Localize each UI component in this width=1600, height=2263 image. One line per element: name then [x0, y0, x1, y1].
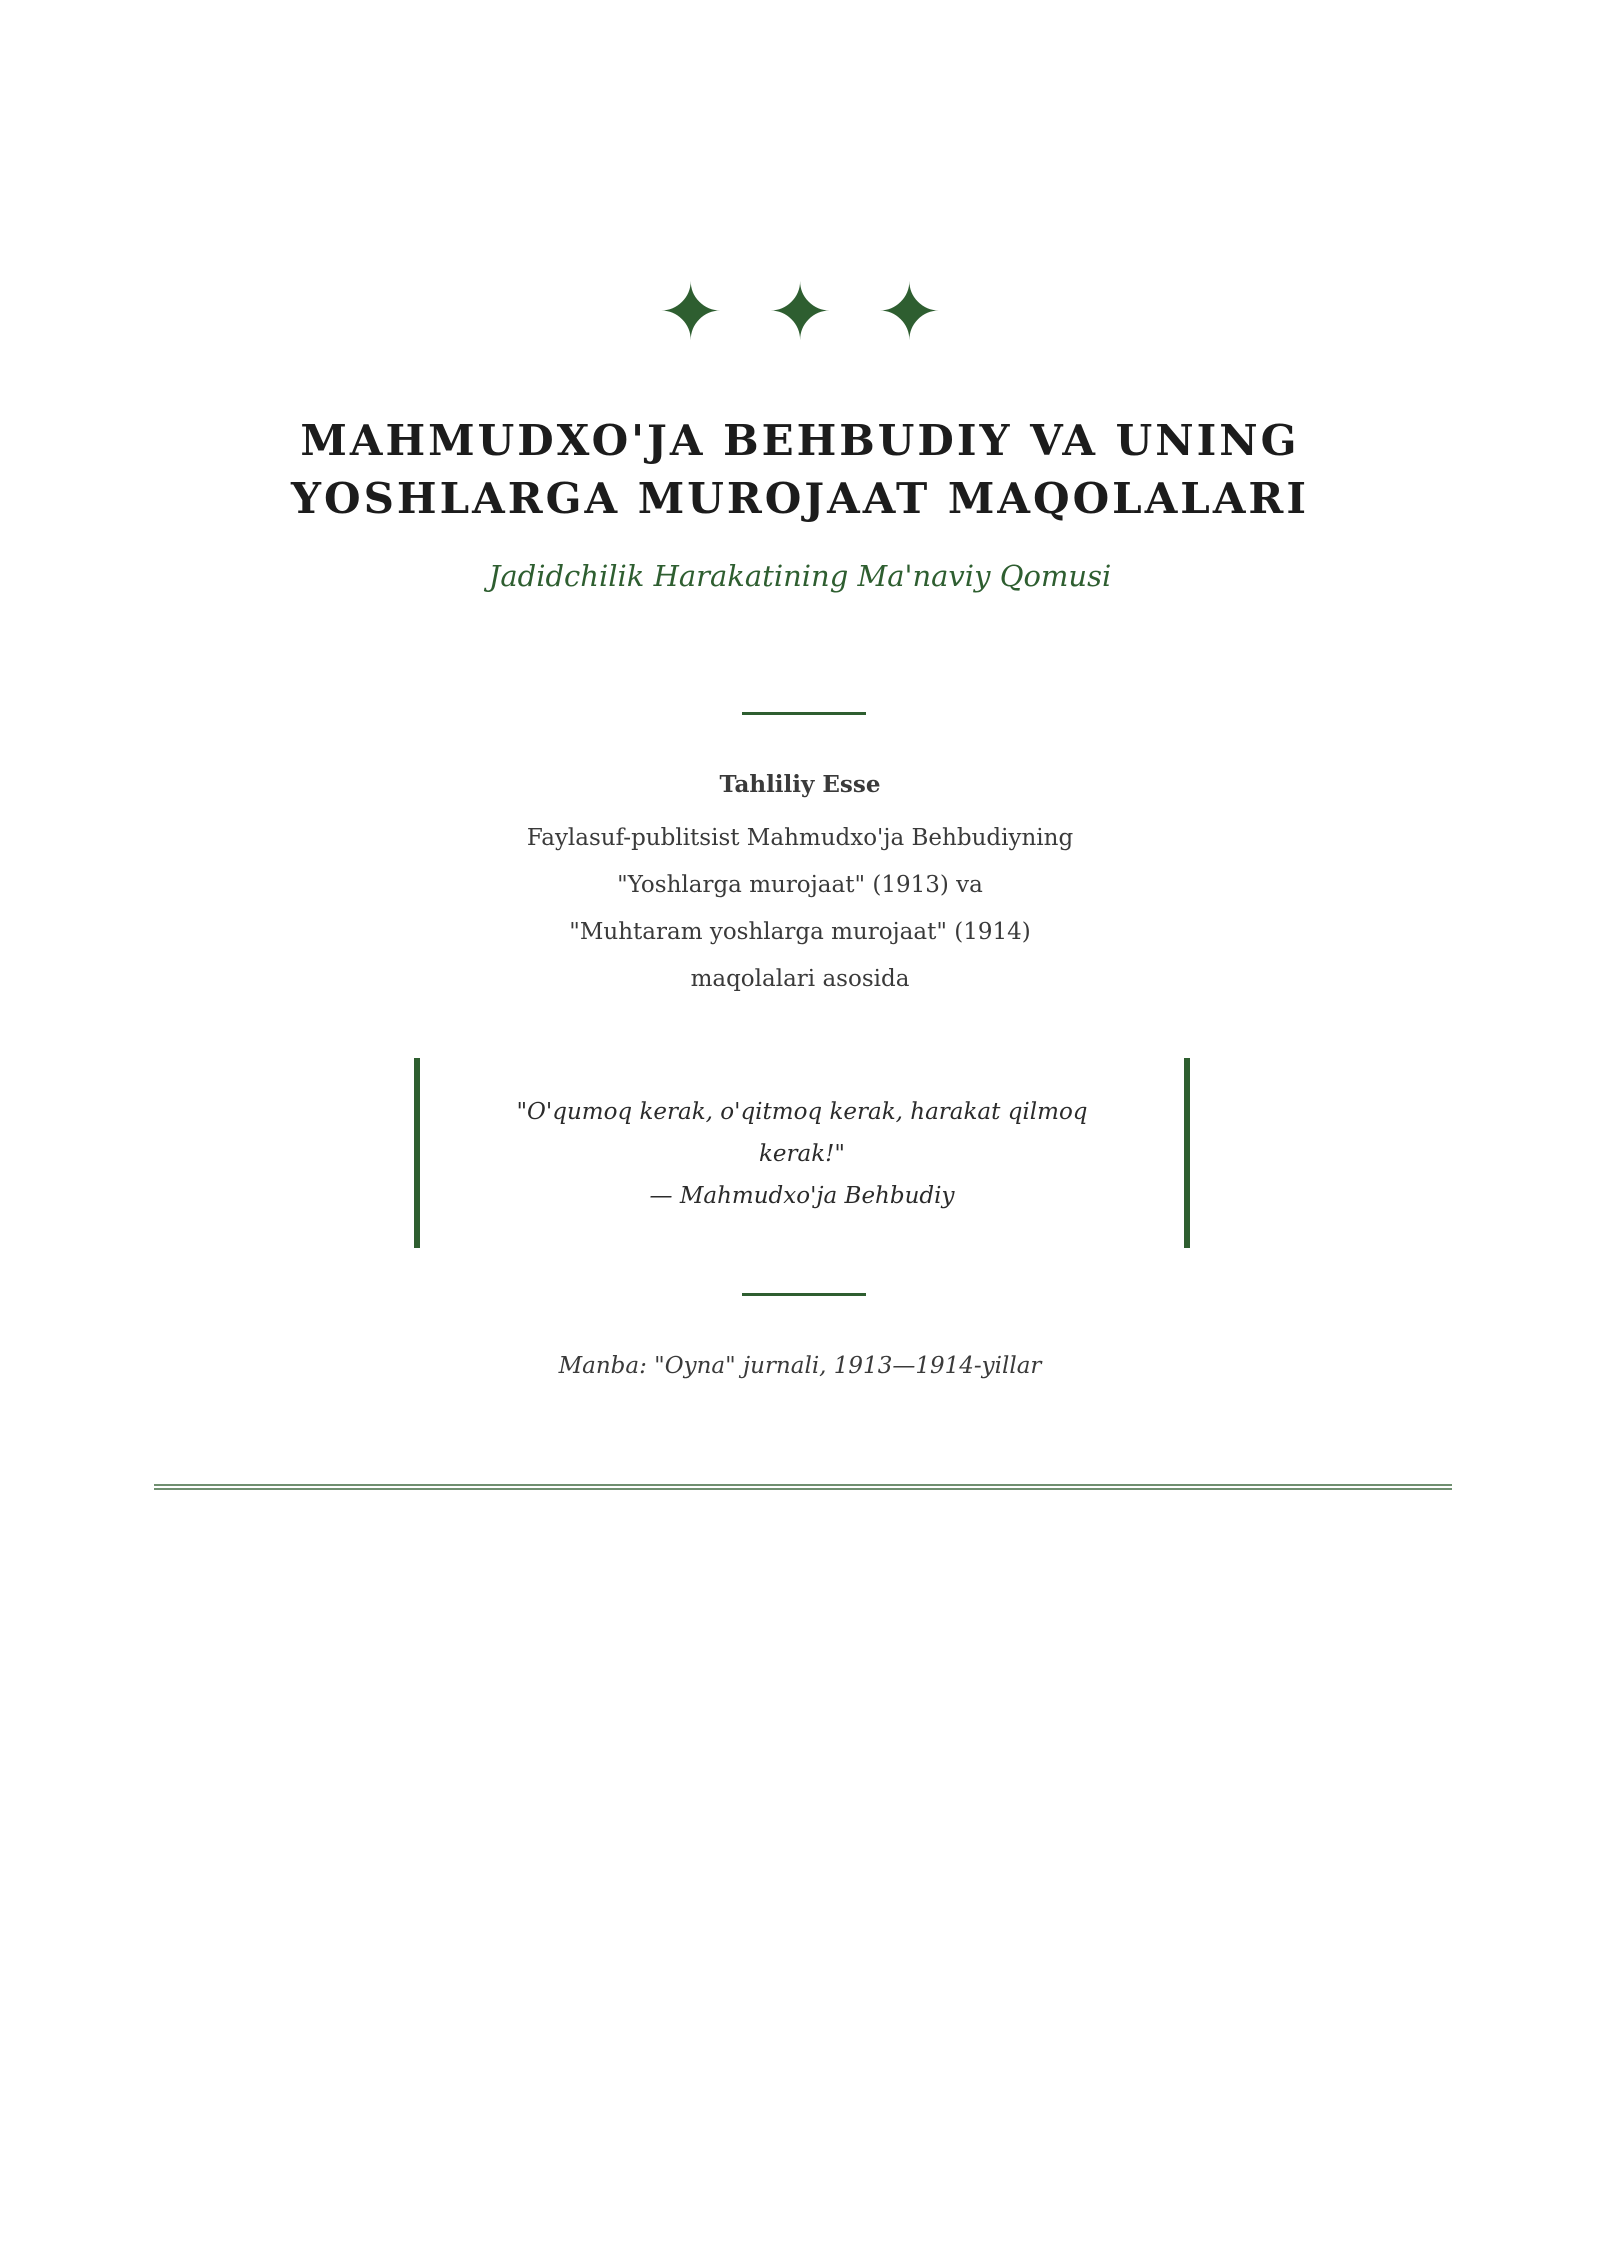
document-title	[200, 412, 1400, 528]
quote-author: — Mahmudxo'ja Behbudiy	[649, 1183, 955, 1209]
title-line-2: YOSHLARGA MUROJAAT MAQOLALARI	[291, 474, 1309, 523]
essay-line: maqolalari asosida	[690, 966, 910, 992]
title-line-1: MAHMUDXO'JA BEHBUDIY VA UNING	[300, 416, 1300, 465]
star-icon: ✦	[876, 268, 943, 358]
star-icon: ✦	[767, 268, 833, 358]
divider-top	[742, 712, 866, 715]
star-icon: ✦	[657, 268, 724, 358]
star-ornament	[0, 268, 1600, 358]
essay-label: Tahliliy Esse	[719, 771, 881, 798]
epigraph-quote	[414, 1058, 1190, 1248]
document-subtitle: Jadidchilik Harakatining Ma'naviy Qomusi	[488, 559, 1112, 593]
essay-description	[300, 815, 1300, 1003]
essay-line: "Muhtaram yoshlarga murojaat" (1914)	[569, 919, 1031, 945]
essay-line: Faylasuf-publitsist Mahmudxo'ja Behbudiyning	[526, 825, 1074, 851]
quote-text: "O'qumoq kerak, o'qitmoq kerak, harakat qilmoq kerak!"	[516, 1099, 1088, 1167]
essay-line: "Yoshlarga murojaat" (1913) va	[617, 872, 983, 898]
divider-bottom	[742, 1293, 866, 1296]
double-rule-divider	[154, 1484, 1452, 1490]
source-note: Manba: "Oyna" jurnali, 1913—1914-yillar	[558, 1353, 1042, 1379]
